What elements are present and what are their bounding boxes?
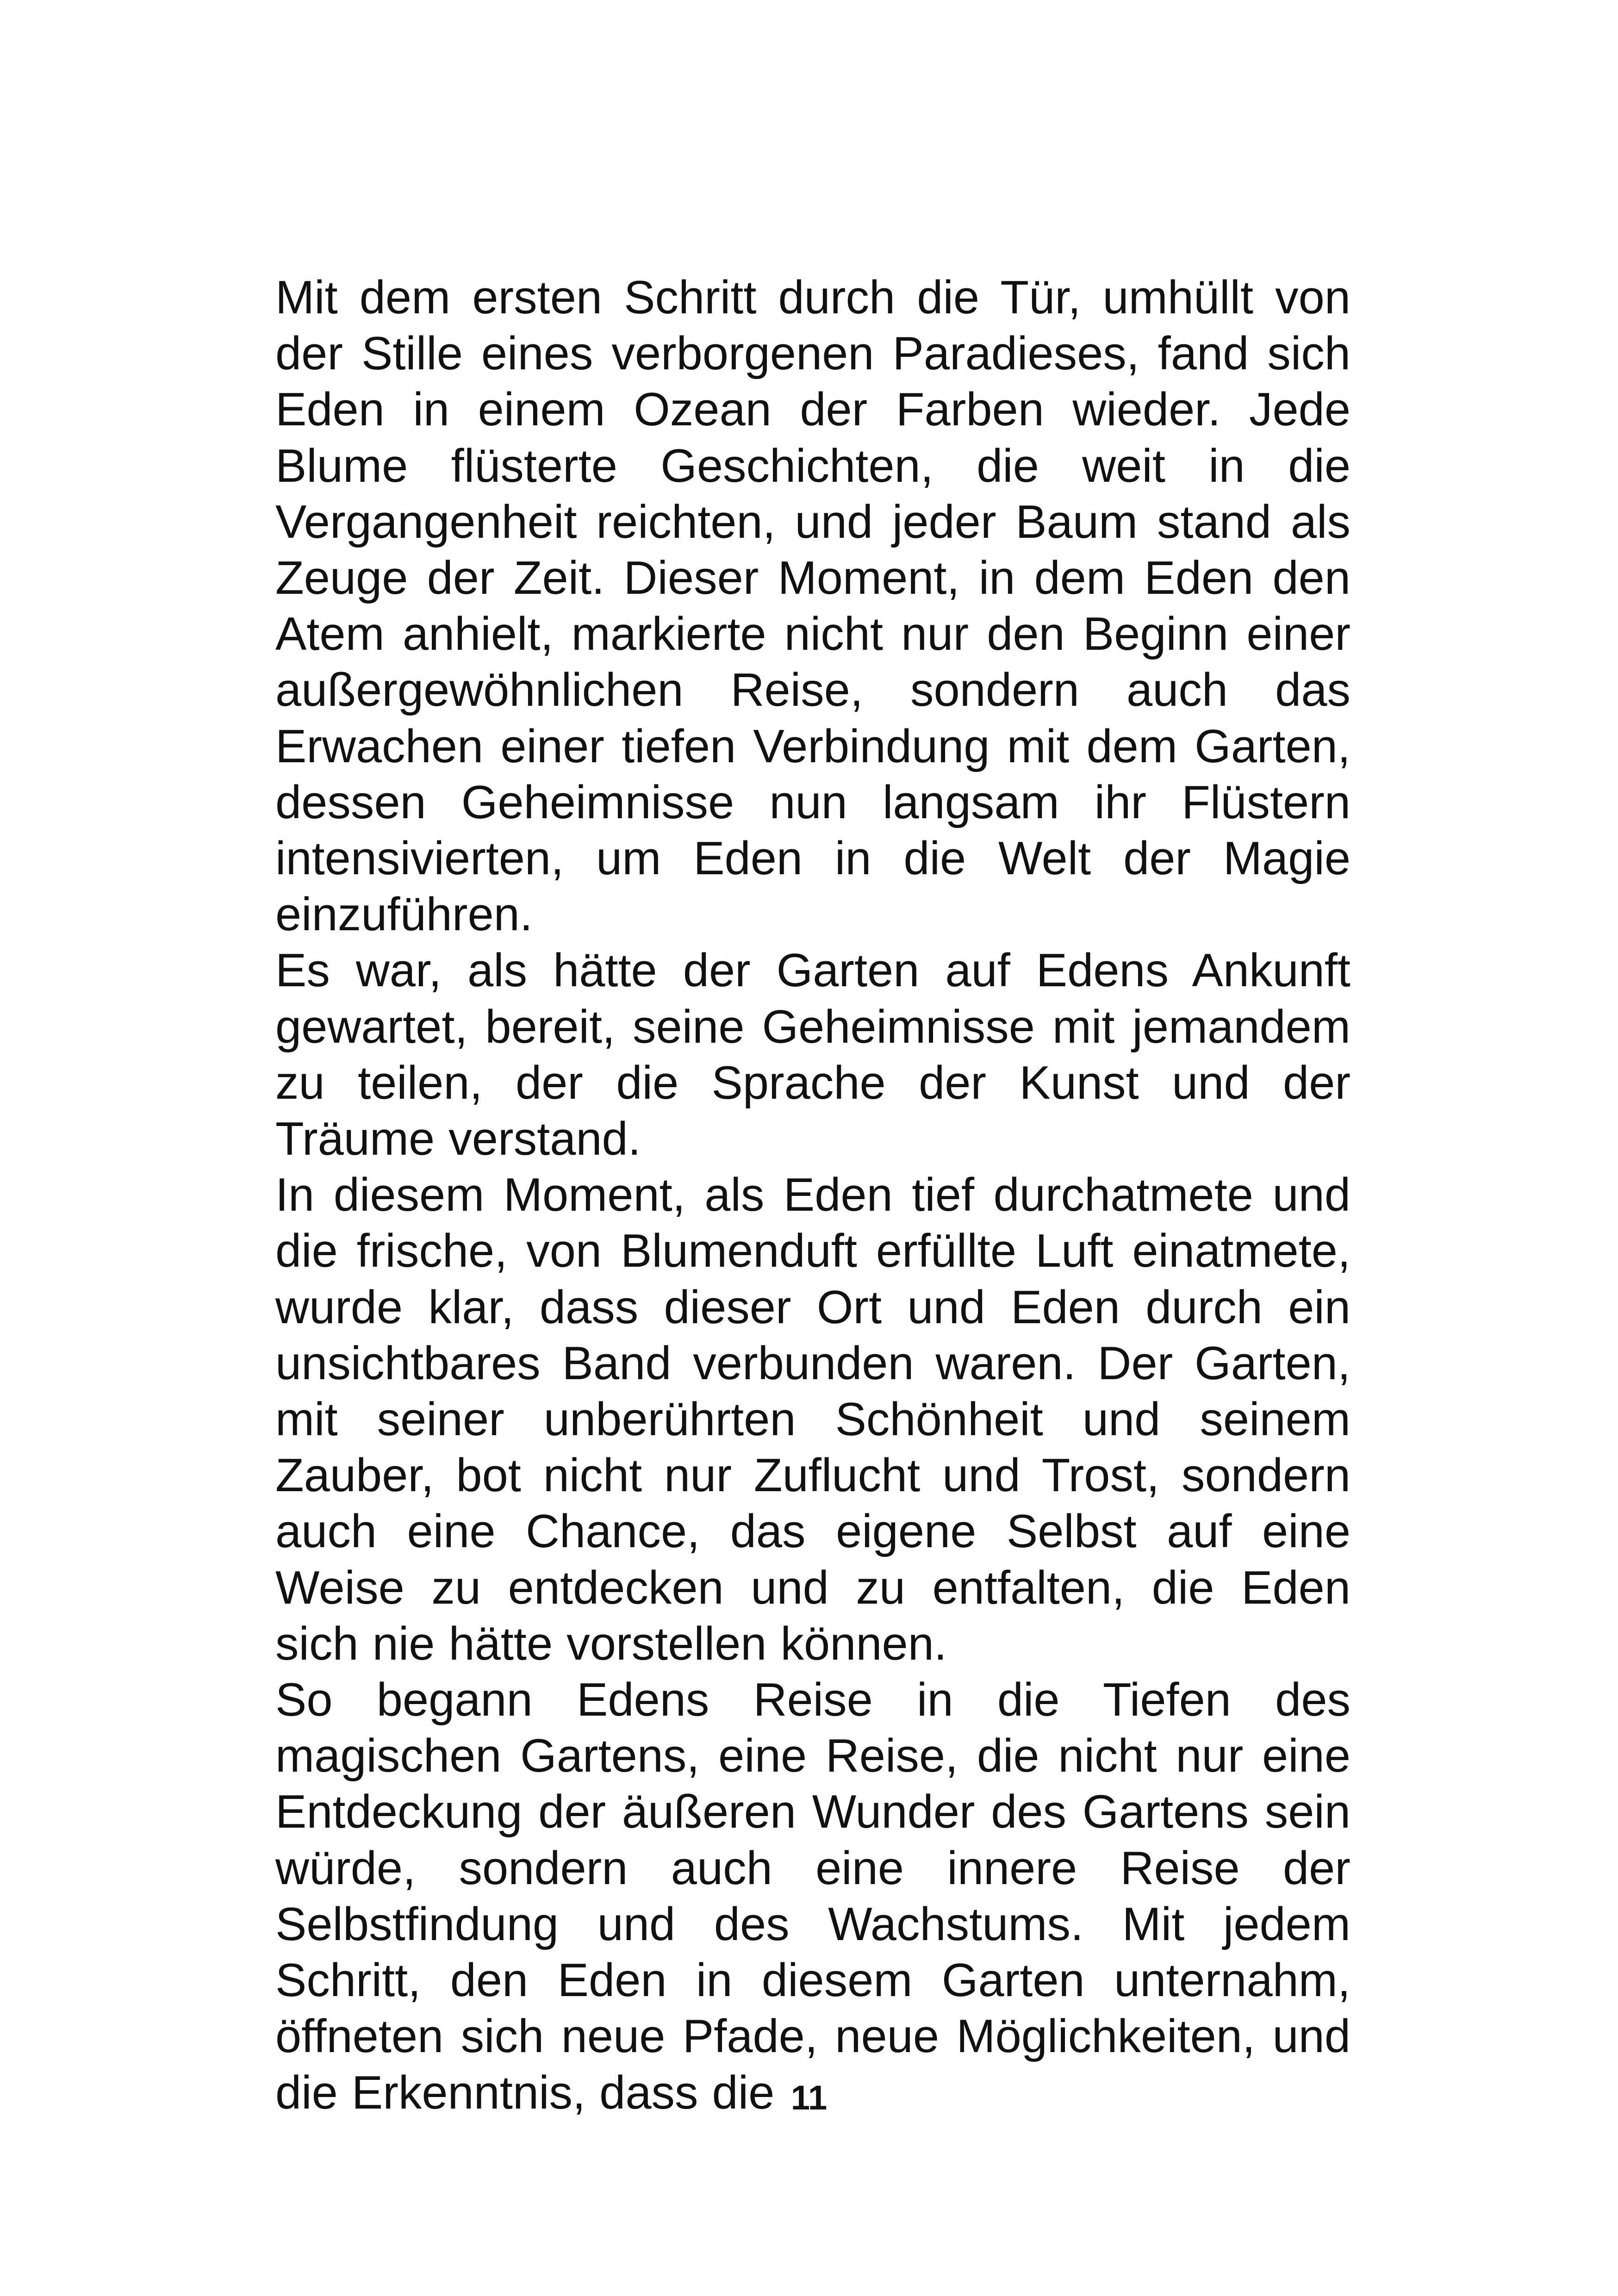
page-number: 11 [790, 2078, 828, 2117]
paragraph-4: So begann Edens Reise in die Tiefen des magischen Gartens, eine Reise, die nicht nur eine Entdeckung der äußeren Wunder des Gartens sein würde, sondern auch eine innere Reise der Selbstfindung und des Wachstums. Mit jedem Schritt, den Eden in diesem Garten unternahm, öffneten sich neue Pfade, neue Möglichkeiten, und die Erkenntnis, dass die [275, 1674, 1350, 2119]
paragraph-1: Mit dem ersten Schritt durch die Tür, umhüllt von der Stille eines verborgenen Paradieses, fand sich Eden in einem Ozean der Farben wieder. Jede Blume flüsterte Geschichten, die weit in die Vergangenheit reichten, und jeder Baum stand als Zeuge der Zeit. Dieser Moment, in dem Eden den Atem anhielt, markierte nicht nur den Beginn einer außergewöhnlichen Reise, sondern auch das Erwachen einer tiefen Verbindung mit dem Garten, dessen Geheimnisse nun langsam ihr Flüstern intensivierten, um Eden in die Welt der Magie einzuführen. [275, 272, 1350, 941]
body-text [275, 270, 1350, 2121]
paragraph-3: In diesem Moment, als Eden tief durchatmete und die frische, von Blumenduft erfüllte Luft einatmete, wurde klar, dass dieser Ort und Eden durch ein unsichtbares Band verbunden waren. Der Garten, mit seiner unberührten Schönheit und seinem Zauber, bot nicht nur Zuflucht und Trost, sondern auch eine Chance, das eigene Selbst auf eine Weise zu entdecken und zu entfalten, die Eden sich nie hätte vorstellen können. [275, 1169, 1350, 1670]
paragraph-2: Es war, als hätte der Garten auf Edens Ankunft gewartet, bereit, seine Geheimnisse mit jemandem zu teilen, der die Sprache der Kunst und der Träume verstand. [275, 945, 1350, 1165]
